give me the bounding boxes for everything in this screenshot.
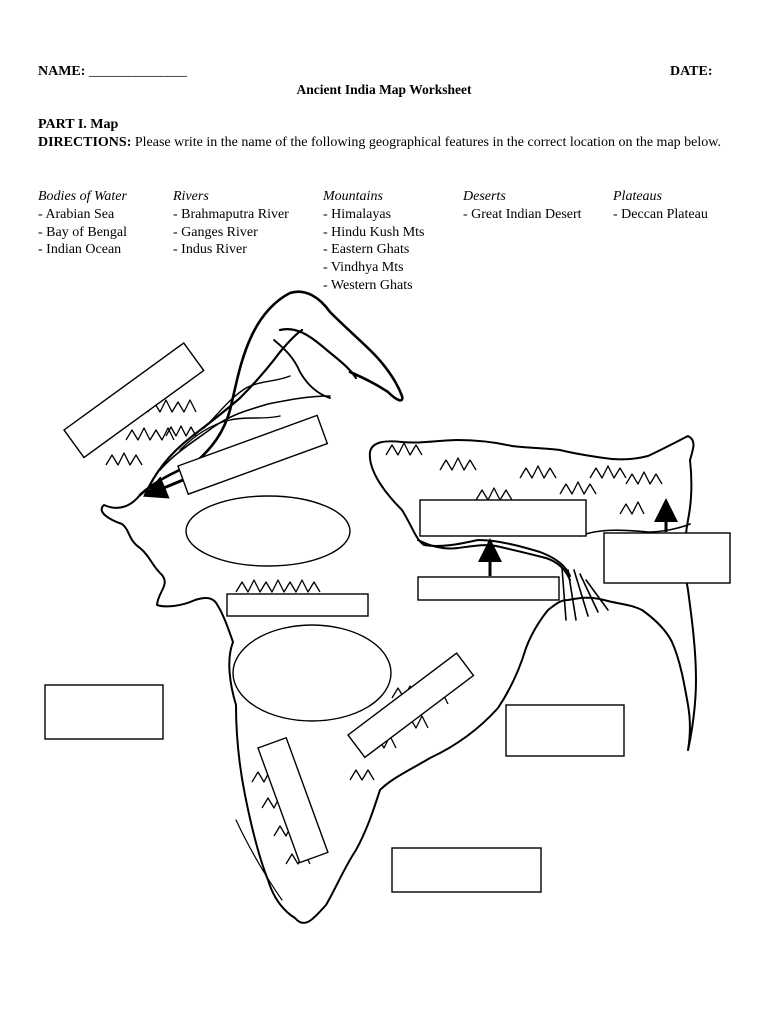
list-item: - Western Ghats <box>323 277 413 293</box>
list-item: - Deccan Plateau <box>613 206 708 222</box>
label-box <box>45 685 163 739</box>
category-heading: Rivers <box>173 189 209 204</box>
mountain-ridge <box>280 329 356 378</box>
category-heading: Mountains <box>323 189 383 204</box>
name-label: NAME: <box>38 64 86 79</box>
mountain-symbol <box>166 426 196 436</box>
list-item: - Arabian Sea <box>38 206 115 222</box>
list-item: - Brahmaputra River <box>173 206 289 222</box>
label-box <box>227 594 368 616</box>
list-item: - Bay of Bengal <box>38 224 128 240</box>
directions-text: Please write in the name of the following geographical features in the correct location on the map below. <box>131 135 721 150</box>
mountain-symbol <box>440 458 476 470</box>
list-item: - Hindu Kush Mts <box>323 224 425 240</box>
category-heading: Plateaus <box>613 189 662 204</box>
list-item: - Indian Ocean <box>38 242 122 258</box>
directions-label: DIRECTIONS: <box>38 135 132 150</box>
list-item: - Vindhya Mts <box>323 260 404 276</box>
list-item: - Great Indian Desert <box>463 206 582 222</box>
category-heading: Deserts <box>463 189 506 204</box>
list-item: - Eastern Ghats <box>323 242 410 258</box>
river-delta <box>568 570 576 620</box>
list-item: - Himalayas <box>323 206 392 222</box>
river-delta <box>562 568 566 620</box>
mountain-symbol <box>476 488 512 500</box>
list-item: - Ganges River <box>173 224 258 240</box>
label-box <box>178 415 327 494</box>
label-box <box>392 848 541 892</box>
label-box <box>64 343 204 457</box>
mountain-symbol <box>620 502 644 514</box>
label-box <box>420 500 586 536</box>
mountain-symbol <box>386 443 422 455</box>
date-label: DATE: <box>670 64 713 79</box>
part-heading: PART I. Map <box>38 117 119 132</box>
worksheet-title: Ancient India Map Worksheet <box>296 82 472 97</box>
category-heading: Bodies of Water <box>38 189 127 204</box>
mountain-symbol <box>560 482 596 494</box>
mountain-symbol <box>626 472 662 484</box>
mountain-symbol <box>106 453 142 465</box>
label-box <box>604 533 730 583</box>
mountain-symbol <box>236 580 320 592</box>
map-inner-line <box>236 820 282 900</box>
mountain-symbol <box>520 466 556 478</box>
label-oval <box>233 625 391 721</box>
mountain-symbol <box>350 770 374 780</box>
list-item: - Indus River <box>173 242 247 258</box>
mountain-symbol <box>590 466 626 478</box>
name-blank: _______________ <box>88 64 187 79</box>
label-box <box>418 577 559 600</box>
label-oval <box>186 496 350 566</box>
label-box <box>258 738 328 863</box>
label-box <box>506 705 624 756</box>
